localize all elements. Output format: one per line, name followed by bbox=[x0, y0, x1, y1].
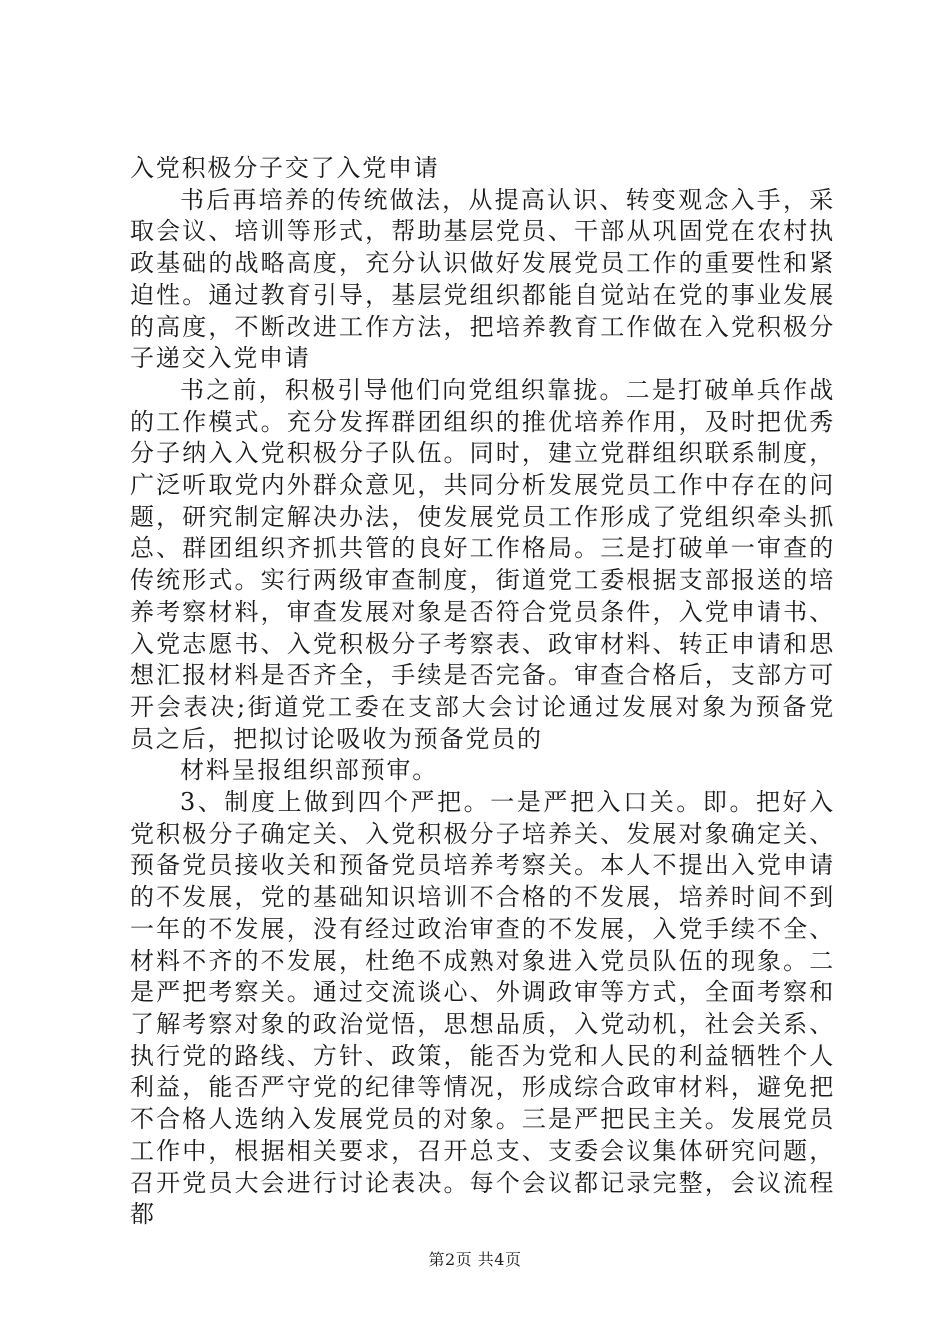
paragraph-3: 书之前，积极引导他们向党组织靠拢。二是打破单兵作战的工作模式。充分发挥群团组织的推优培养作用，及时把优秀分子纳入入党积极分子队伍。同时，建立党群组织联系制度，广泛听取党内外群众意见，共同分析发展党员工作中存在的问题，研究制定解决办法，使发展党员工作形成了党组织牵头抓总、群团组织齐抓共管的良好工作格局。三是打破单一审查的传统形式。实行两级审查制度，街道党工委根据支部报送的培养考察材料，审查发展对象是否符合党员条件，入党申请书、入党志愿书、入党积极分子考察表、政审材料、转正申请和思想汇报材料是否齐全，手续是否完备。审查合格后，支部方可开会表决;街道党工委在支部大会讨论通过发展对象为预备党员之后，把拟讨论吸收为预备党员的 bbox=[130, 375, 835, 753]
paragraph-4: 材料呈报组织部预审。 bbox=[180, 756, 438, 785]
paragraph-1: 入党积极分子交了入党申请 bbox=[130, 154, 440, 182]
paragraph-5: 3、制度上做到四个严把。一是严把入口关。即。把好入党积极分子确定关、入党积极分子培养关、发展对象确定关、预备党员接收关和预备党员培养考察关。本人不提出入党申请的不发展，党的基础知识培训不合格的不发展，培养时间不到一年的不发展，没有经过政治审查的不发展，入党手续不全、材料不齐的不发展，杜绝不成熟对象进入党员队伍的现象。二是严把考察关。通过交流谈心、外调政审等方式，全面考察和了解考察对象的政治觉悟，思想品质，入党动机，社会关系、执行党的路线、方针、政策，能否为党和人民的利益牺牲个人利益，能否严守党的纪律等情况，形成综合政审材料，避免把不合格人选纳入发展党员的对象。三是严把民主关。发展党员工作中，根据相关要求，召开总支、支委会议集体研究问题，召开党员大会进行讨论表决。每个会议都记录完整，会议流程都 bbox=[130, 788, 835, 1229]
document-body bbox=[130, 153, 835, 1231]
paragraph-2: 书后再培养的传统做法，从提高认识、转变观念入手，采取会议、培训等形式，帮助基层党员、干部从巩固党在农村执政基础的战略高度，充分认识做好发展党员工作的重要性和紧迫性。通过教育引导，基层党组织都能自觉站在党的事业发展的高度，不断改进工作方法，把培养教育工作做在入党积极分子递交入党申请 bbox=[130, 185, 835, 373]
page-number-footer: 第2页 共4页 bbox=[428, 1250, 522, 1269]
